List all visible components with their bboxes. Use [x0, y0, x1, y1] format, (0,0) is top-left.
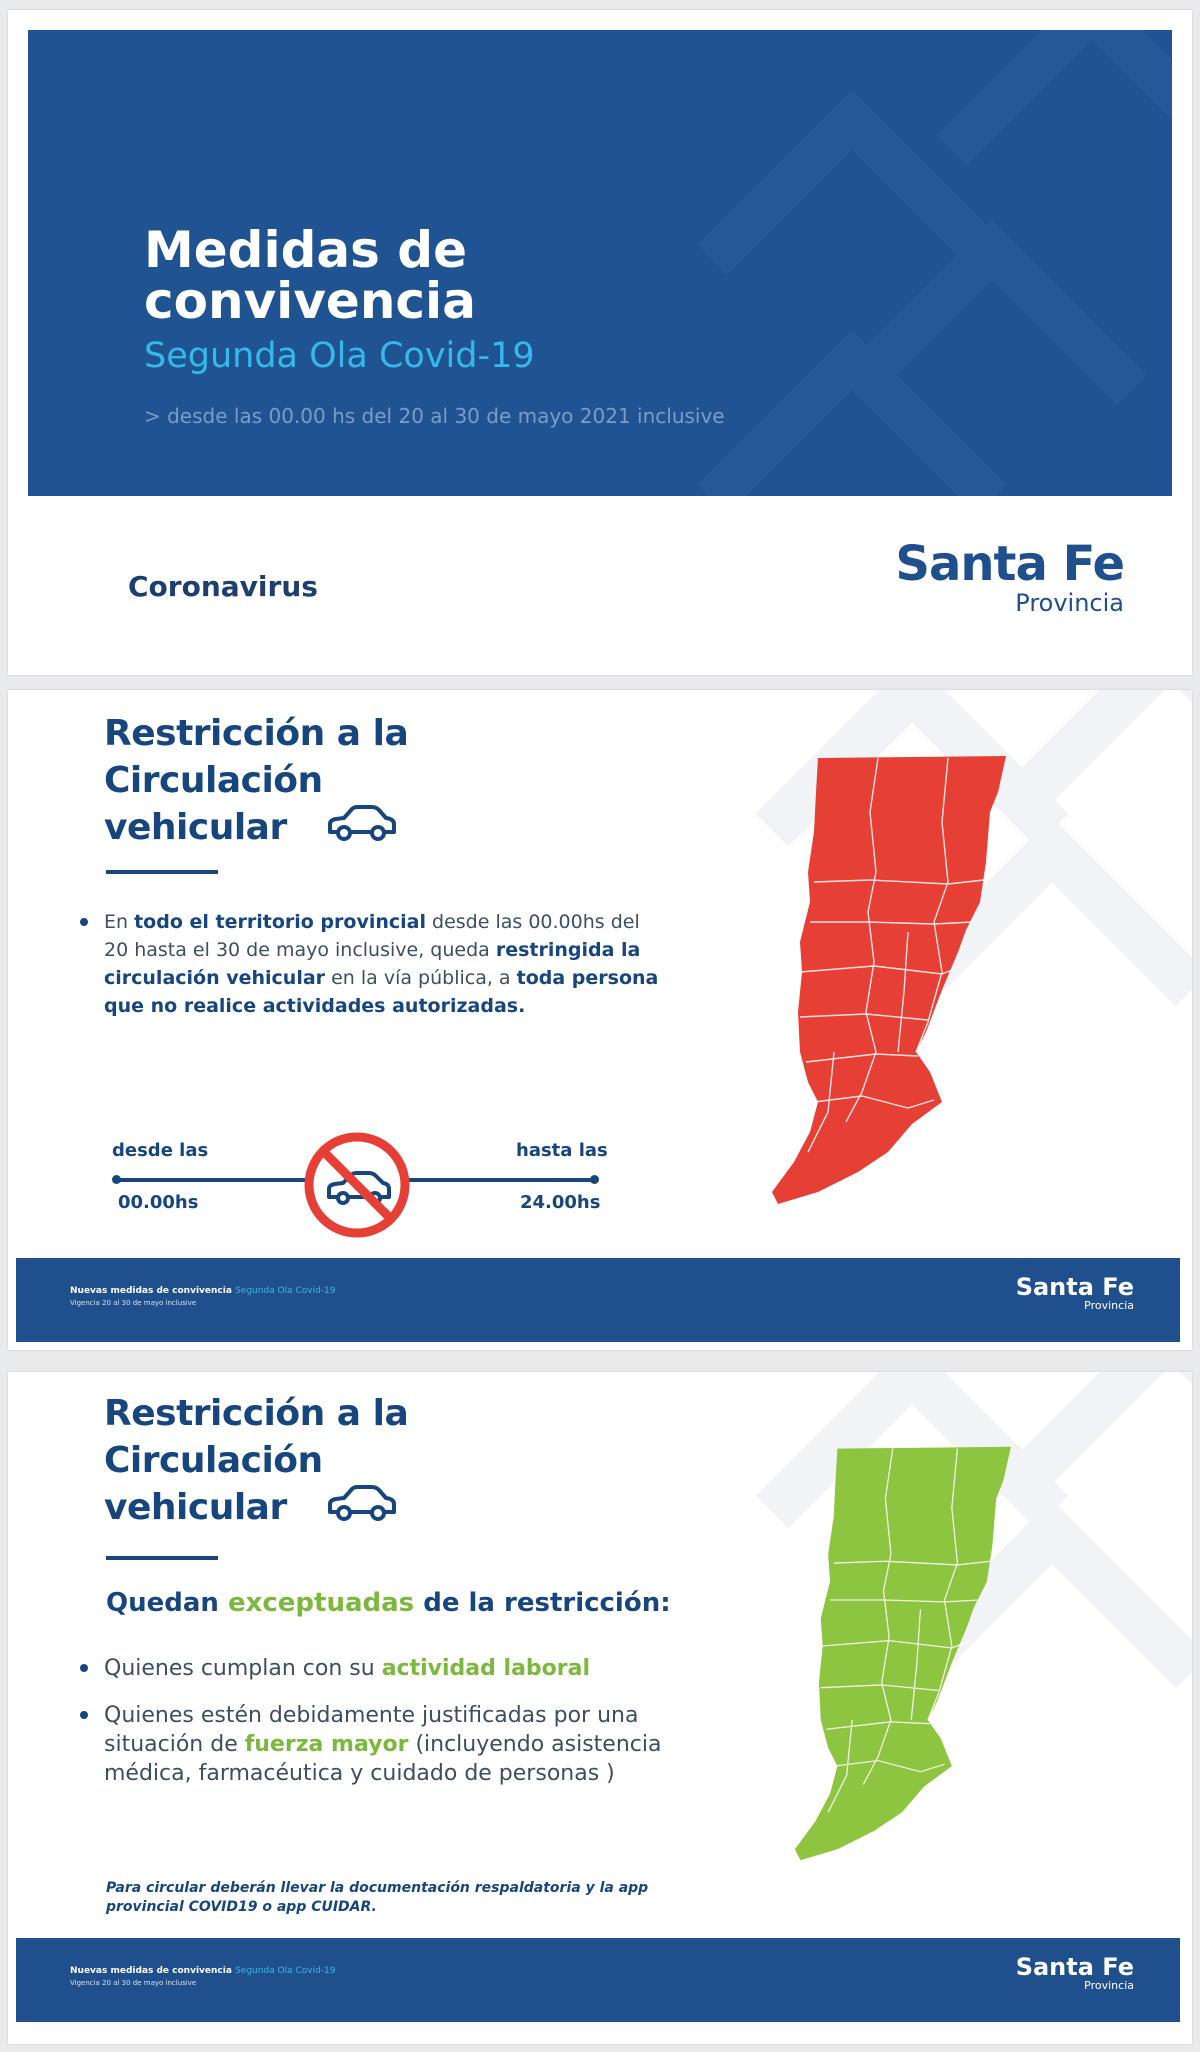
exceptions-list [104, 1654, 724, 1806]
santa-fe-map [758, 752, 1018, 1222]
heading-text: de la restricción: [414, 1588, 671, 1618]
bullet-highlight: fuerza mayor [244, 1732, 409, 1757]
santa-fe-logo [1016, 1274, 1134, 1312]
range-from-label: desde las [112, 1140, 209, 1161]
heading-highlight: exceptuadas [227, 1588, 415, 1618]
logo-name: Santa Fe [895, 536, 1124, 592]
bullet-text: desde las 00.00hs del 20 hasta el 30 de mayo inclusive, queda [104, 911, 640, 961]
range-to-time: 24.00hs [520, 1192, 601, 1213]
restriction-list [104, 908, 664, 1020]
santa-fe-logo [895, 538, 1124, 616]
category-label: Coronavirus [128, 570, 318, 603]
cover-title: Medidas de convivencia [144, 221, 476, 330]
logo-name: Santa Fe [1015, 1953, 1134, 1981]
exceptions-slide [8, 1372, 1192, 2044]
documentation-note: Para circular deberán llevar la documentación respaldatoria y la app provincial COVID19 o app CUIDAR. [106, 1880, 649, 1915]
range-from-time: 00.00hs [118, 1192, 199, 1213]
bullet-bold: todo el territorio provincial [134, 911, 426, 933]
cover-banner [28, 30, 1172, 496]
bullet-text: (incluyendo asistencia médica, farmacéutica y cuidado de personas ) [104, 1732, 662, 1786]
title-line: vehicular [104, 807, 287, 848]
restriction-slide [8, 690, 1192, 1350]
bullet-dot [80, 1711, 88, 1719]
title-line: Circulación [104, 760, 323, 801]
footer-title [70, 1286, 336, 1296]
heading-text: Quedan [106, 1588, 228, 1618]
slide-footer [16, 1258, 1180, 1342]
exceptions-heading [106, 1588, 671, 1618]
footer-title [70, 1966, 336, 1976]
logo-name: Santa Fe [1015, 1273, 1134, 1301]
bullet-text: En [104, 911, 135, 933]
list-item [104, 1701, 724, 1788]
title-underline [106, 870, 218, 874]
bullet-highlight: actividad laboral [381, 1656, 591, 1681]
cover-card [8, 10, 1192, 675]
range-to-label: hasta las [516, 1140, 608, 1161]
title-line: vehicular [104, 1487, 287, 1528]
footer-validity: Vigencia 20 al 30 de mayo inclusive [70, 1299, 197, 1307]
footer-title-accent: Segunda Ola Covid-19 [235, 1286, 336, 1296]
bullet-text: Quienes estén debidamente justificadas por una situación de [104, 1703, 639, 1757]
range-end-dot [590, 1175, 599, 1184]
slide-footer [16, 1938, 1180, 2022]
chevron-pattern-decoration [652, 30, 1172, 496]
bullet-text: en la vía pública, a [325, 967, 517, 989]
bullet-dot [80, 918, 88, 926]
no-car-icon [299, 1127, 415, 1243]
title-line: Restricción a la [104, 713, 409, 754]
santa-fe-logo [1016, 1954, 1134, 1992]
range-start-dot [112, 1175, 121, 1184]
car-icon [324, 804, 398, 844]
title-line: Circulación [104, 1440, 323, 1481]
car-icon [324, 1484, 398, 1524]
logo-subtitle: Provincia [1084, 1299, 1134, 1312]
time-range [104, 1110, 624, 1220]
logo-subtitle: Provincia [1015, 589, 1124, 617]
title-line: Restricción a la [104, 1393, 409, 1434]
bullet-dot [80, 1664, 88, 1672]
bullet-bold: restringida la circulación vehicular [104, 939, 641, 989]
footer-validity: Vigencia 20 al 30 de mayo inclusive [70, 1979, 197, 1987]
list-item [104, 1654, 724, 1683]
footer-title-text: Nuevas medidas de convivencia [70, 1286, 232, 1296]
cover-subtitle: Segunda Ola Covid-19 [144, 336, 535, 376]
bullet-bold: toda persona que no realice actividades autorizadas. [104, 967, 659, 1017]
cover-date-range: > desde las 00.00 hs del 20 al 30 de mayo 2021 inclusive [144, 404, 725, 428]
footer-title-text: Nuevas medidas de convivencia [70, 1966, 232, 1976]
santa-fe-map [782, 1442, 1022, 1878]
footer-title-accent: Segunda Ola Covid-19 [235, 1966, 336, 1976]
bullet-text: Quienes cumplan con su [104, 1656, 382, 1681]
list-item [104, 908, 664, 1020]
logo-subtitle: Provincia [1084, 1979, 1134, 1992]
title-underline [106, 1556, 218, 1560]
